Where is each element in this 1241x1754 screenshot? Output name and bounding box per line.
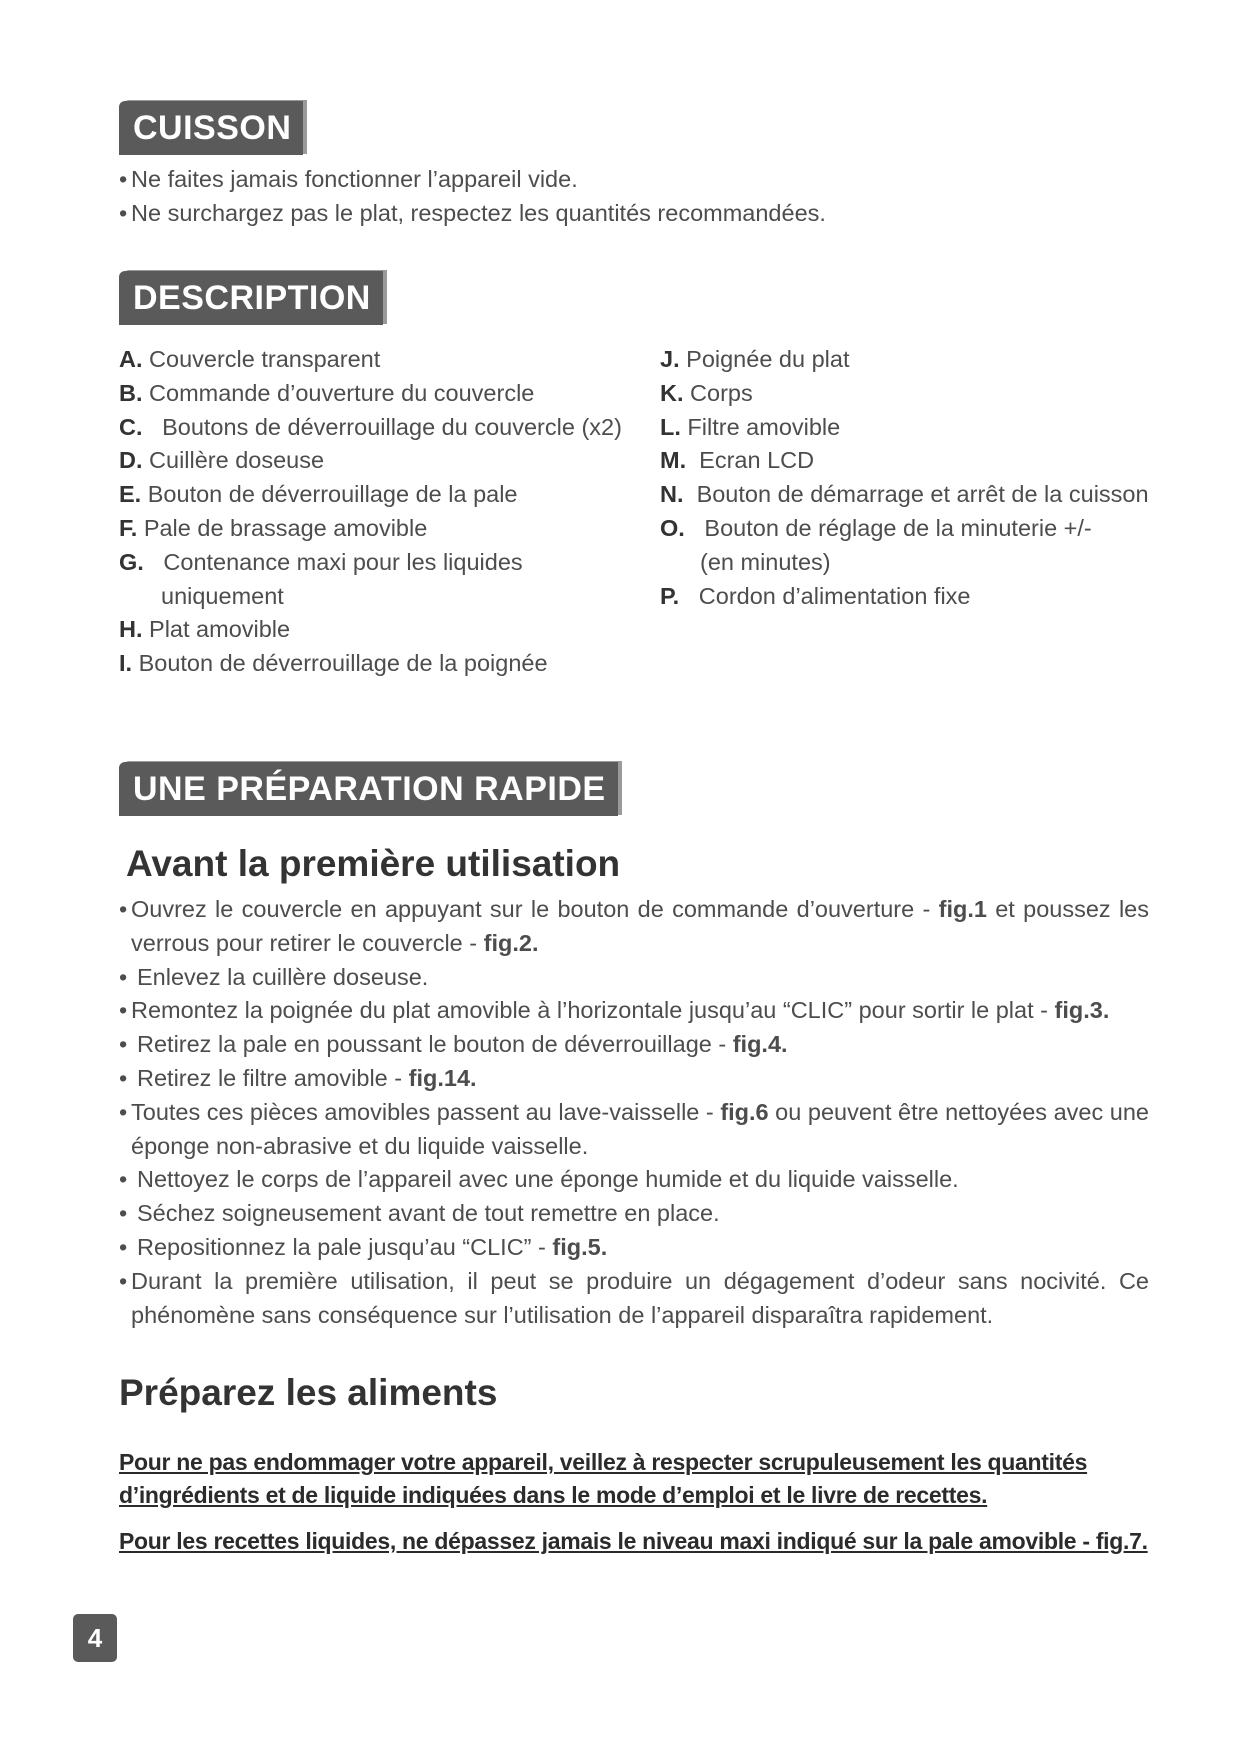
list-item: O. Bouton de réglage de la minuterie +/-	[660, 514, 1092, 541]
subtitle-preparez-les-aliments: Préparez les aliments	[119, 1372, 498, 1413]
section-header-cuisson: CUISSON	[119, 101, 303, 155]
list-item: P. Cordon d’alimentation fixe	[660, 582, 971, 609]
list-item: • Durant la première utilisation, il peut se produire un dégagement d’odeur sans nocivité. Ce phénomène sans conséquence sur l’utilisation de l’appareil disparaîtra rapidement.	[119, 1265, 1149, 1333]
list-item: • Ne surchargez pas le plat, respectez les quantités recommandées.	[119, 197, 1159, 231]
list-item: K. Corps	[660, 379, 753, 406]
list-item: • Séchez soigneusement avant de tout remettre en place.	[119, 1197, 1149, 1231]
list-item: J. Poignée du plat	[660, 346, 850, 372]
list-item: F. Pale de brassage amovible	[119, 514, 428, 541]
list-item: L. Filtre amovible	[660, 413, 841, 440]
list-item: B. Commande d’ouverture du couvercle	[119, 379, 535, 406]
description-right-list	[660, 343, 1180, 613]
warning-quantities: Pour ne pas endommager votre appareil, veillez à respecter scrupuleusement les quantités d’ingrédients et de liquide indiquées dans le mode d’emploi et le livre de recettes.	[119, 1449, 1088, 1508]
description-left-list	[119, 343, 639, 681]
list-item: H. Plat amovible	[119, 616, 291, 643]
preparation-list	[119, 893, 1149, 1332]
list-item: M. Ecran LCD	[660, 447, 815, 474]
list-item: • Retirez la pale en poussant le bouton de déverrouillage - fig.4.	[119, 1028, 1149, 1062]
list-item: N. Bouton de démarrage et arrêt de la cuisson	[660, 481, 1149, 508]
page-number-badge: 4	[73, 1614, 117, 1662]
subtitle-avant-premiere-utilisation: Avant la première utilisation	[126, 843, 621, 884]
list-item: I. Bouton de déverrouillage de la poignée	[119, 650, 548, 677]
list-item: • Remontez la poignée du plat amovible à l’horizontale jusqu’au “CLIC” pour sortir le plat - fig.3.	[119, 994, 1149, 1028]
cuisson-list	[119, 163, 1159, 231]
list-item: • Ne faites jamais fonctionner l’appareil vide.	[119, 163, 1159, 197]
list-item-continuation: (en minutes)	[700, 548, 831, 575]
list-item: A. Couvercle transparent	[119, 346, 381, 372]
list-item: • Ouvrez le couvercle en appuyant sur le bouton de commande d’ouverture - fig.1 et poussez les verrous pour retirer le couvercle - fig.2.	[119, 893, 1149, 961]
warning-liquid-level: Pour les recettes liquides, ne dépassez jamais le niveau maxi indiqué sur la pale amovible - fig.7.	[119, 1528, 1148, 1554]
list-item: • Enlevez la cuillère doseuse.	[119, 961, 1149, 995]
list-item: • Retirez le filtre amovible - fig.14.	[119, 1062, 1149, 1096]
list-item: • Nettoyez le corps de l’appareil avec une éponge humide et du liquide vaisselle.	[119, 1163, 1149, 1197]
section-header-preparation: UNE PRÉPARATION RAPIDE	[119, 762, 618, 816]
list-item-continuation: uniquement	[161, 582, 284, 609]
list-item: E. Bouton de déverrouillage de la pale	[119, 481, 518, 508]
section-header-description: DESCRIPTION	[119, 271, 383, 325]
list-item: • Repositionnez la pale jusqu’au “CLIC” - fig.5.	[119, 1231, 1149, 1265]
list-item: G. Contenance maxi pour les liquides	[119, 548, 523, 575]
list-item: D. Cuillère doseuse	[119, 447, 325, 474]
list-item: • Toutes ces pièces amovibles passent au lave-vaisselle - fig.6 ou peuvent être nettoyées avec une éponge non-abrasive et du liquide vaisselle.	[119, 1096, 1149, 1164]
list-item: C. Boutons de déverrouillage du couvercle (x2)	[119, 413, 622, 440]
